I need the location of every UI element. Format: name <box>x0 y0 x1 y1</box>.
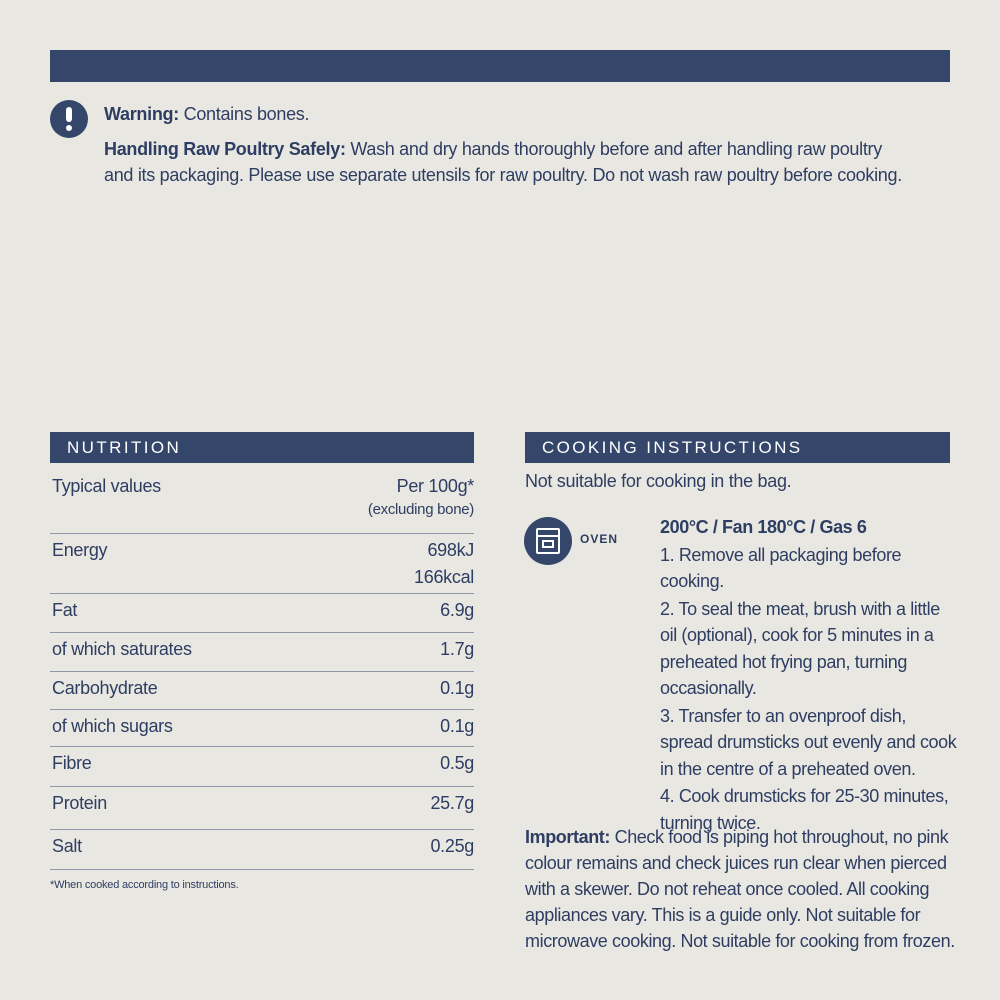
nutrition-footnote: *When cooked according to instructions. <box>50 879 239 891</box>
excluding-bone-label: (excluding bone) <box>367 501 474 518</box>
warning-label: Warning: <box>104 104 179 124</box>
important-label: Important: <box>525 827 610 847</box>
cooking-instructions-header: COOKING INSTRUCTIONS <box>525 432 950 463</box>
top-banner <box>50 50 950 82</box>
nutrient-name: Salt <box>52 836 82 856</box>
nutrition-table <box>50 470 474 870</box>
cooking-step: 4. Cook drumsticks for 25-30 minutes, turning twice. <box>660 786 949 833</box>
nutrient-value: 1.7g <box>440 639 474 659</box>
table-row <box>50 672 474 710</box>
exclamation-icon <box>50 100 88 138</box>
nutrient-name: of which sugars <box>52 716 173 736</box>
nutrient-name: of which saturates <box>52 639 192 659</box>
handling-label: Handling Raw Poultry Safely: <box>104 139 346 159</box>
handling-line <box>104 136 904 188</box>
oven-steps <box>660 514 960 837</box>
typical-values-label: Typical values <box>52 476 161 496</box>
important-note <box>525 824 955 954</box>
nutrient-name: Fibre <box>52 753 92 773</box>
cooking-intro: Not suitable for cooking in the bag. <box>525 471 792 491</box>
table-row <box>50 747 474 787</box>
nutrient-value: 0.5g <box>440 753 474 773</box>
table-row <box>50 594 474 633</box>
warning-block <box>104 101 904 197</box>
cooking-step: 3. Transfer to an ovenproof dish, spread drumsticks out evenly and cook in the centre of a preheated oven. <box>660 705 957 779</box>
table-row <box>50 710 474 747</box>
table-row <box>50 787 474 830</box>
nutrient-name: Protein <box>52 793 107 813</box>
cooking-step: 1. Remove all packaging before cooking. <box>660 544 902 591</box>
nutrient-value: 0.1g <box>440 678 474 698</box>
oven-temperature: 200°C / Fan 180°C / Gas 6 <box>660 517 867 537</box>
nutrition-header: NUTRITION <box>50 432 474 463</box>
nutrient-value: 698kJ <box>427 540 474 560</box>
nutrient-name: Carbohydrate <box>52 678 158 698</box>
nutrient-value: 0.1g <box>440 716 474 736</box>
handling-text: Wash and dry hands thoroughly before and after handling raw poultry and its packaging. Please use separate utensils for raw poultry. Do not wash raw poultry before cooking. <box>104 139 902 185</box>
nutrient-value: 0.25g <box>430 836 474 856</box>
nutrient-name: Fat <box>52 600 78 620</box>
nutrient-value: 25.7g <box>430 793 474 813</box>
nutrient-value: 6.9g <box>440 600 474 620</box>
important-text: Check food is piping hot throughout, no pink colour remains and check juices run clear when pierced with a skewer. Do not reheat once cooled. All cooking appliances vary. This is a guide only. Not suitable for microwave cooking. Not suitable for cooking from frozen. <box>525 827 955 951</box>
table-row <box>50 534 474 594</box>
table-row <box>50 633 474 672</box>
per-100g-label: Per 100g* <box>396 476 474 496</box>
nutrient-value-kcal: 166kcal <box>414 567 474 587</box>
nutrition-header-row <box>50 470 474 534</box>
nutrient-name: Energy <box>52 540 108 560</box>
warning-line <box>104 101 904 127</box>
cooking-step: 2. To seal the meat, brush with a little oil (optional), cook for 5 minutes in a preheated hot frying pan, turning occasionally. <box>660 598 940 698</box>
oven-icon <box>524 517 572 565</box>
table-row <box>50 830 474 870</box>
oven-label: OVEN <box>580 532 619 546</box>
warning-text: Contains bones. <box>178 104 310 124</box>
